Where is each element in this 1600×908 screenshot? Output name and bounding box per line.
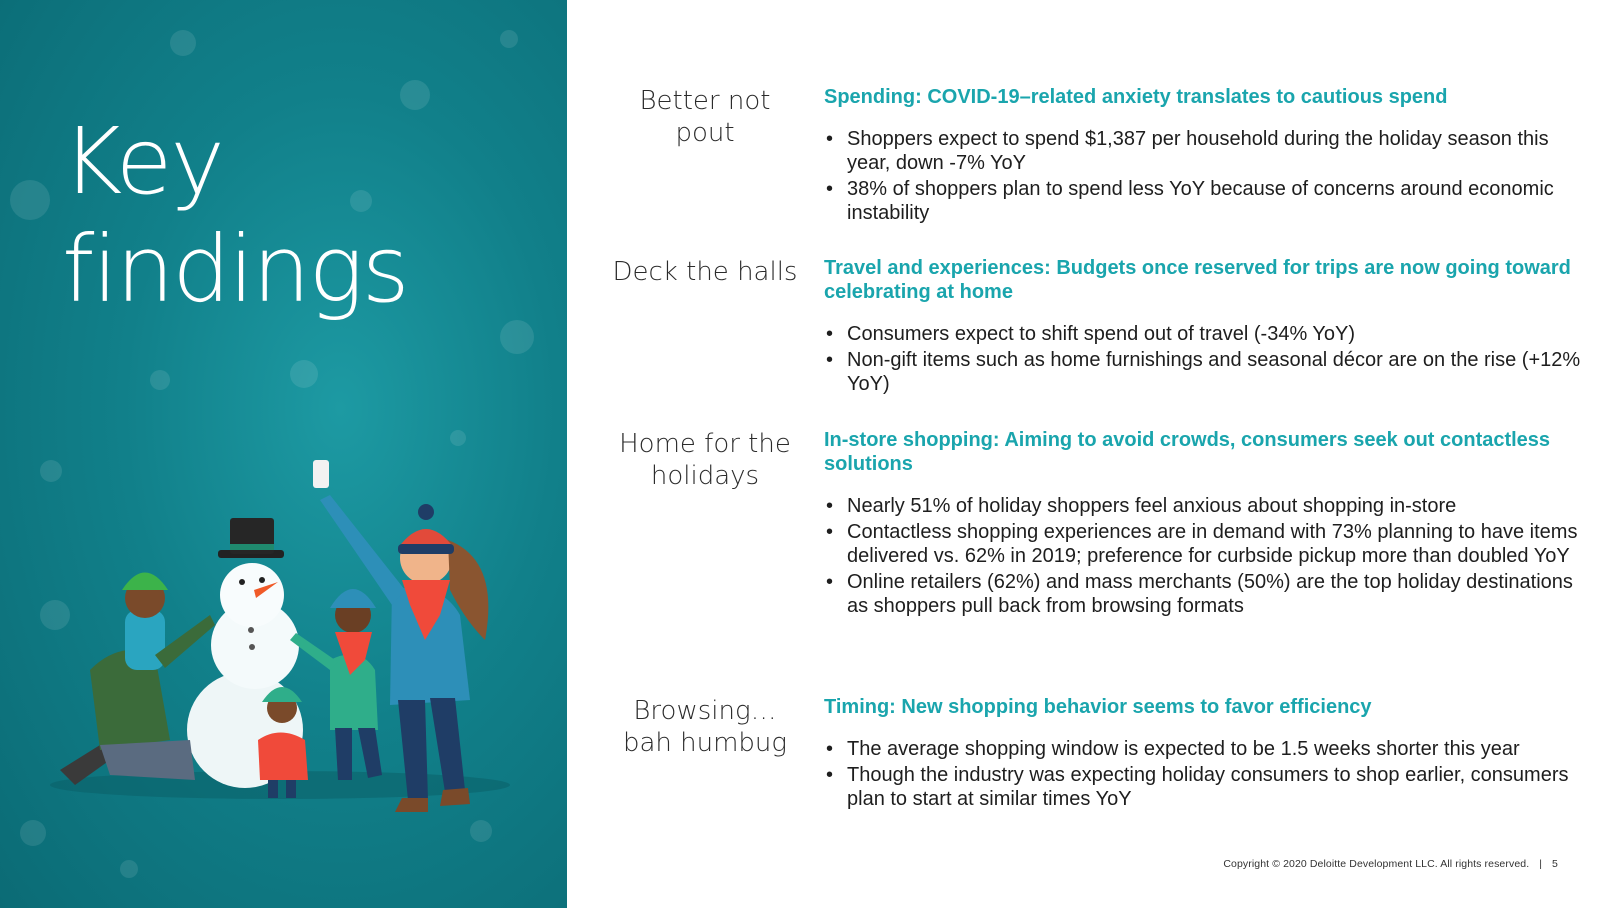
section-body bbox=[824, 695, 1584, 813]
copyright-text: Copyright © 2020 Deloitte Development LLC. All rights reserved. bbox=[1223, 858, 1530, 870]
hero-panel bbox=[0, 0, 567, 908]
section-heading: Timing: New shopping behavior seems to favor efficiency bbox=[824, 696, 1372, 718]
bullet-item: • Consumers expect to shift spend out of travel (-34% YoY) bbox=[824, 322, 1584, 346]
section-body bbox=[824, 256, 1584, 398]
bullet-item: • Contactless shopping experiences are in demand with 73% planning to have items delivered vs. 62% in 2019; preference for curbside pickup more than doubled YoY bbox=[824, 520, 1584, 568]
bullet-item: • Non-gift items such as home furnishings and seasonal décor are on the rise (+12% YoY) bbox=[824, 348, 1584, 396]
section-heading: Spending: COVID-19–related anxiety translates to cautious spend bbox=[824, 86, 1448, 108]
bullet-list bbox=[824, 737, 1584, 811]
section-label: Browsing… bah humbug bbox=[622, 696, 788, 758]
section-label: Home for the holidays bbox=[619, 429, 791, 491]
section-body bbox=[824, 85, 1584, 227]
bullet-list bbox=[824, 494, 1584, 618]
bullet-list bbox=[824, 127, 1584, 225]
bullet-item: • The average shopping window is expected to be 1.5 weeks shorter this year bbox=[824, 737, 1584, 761]
bullet-item: • Shoppers expect to spend $1,387 per household during the holiday season this year, down -7% YoY bbox=[824, 127, 1584, 175]
bullet-list bbox=[824, 322, 1584, 396]
panel-title-line-2: findings bbox=[62, 216, 408, 323]
section-body bbox=[824, 428, 1584, 620]
footer-separator: | bbox=[1539, 858, 1543, 870]
section-label: Better not pout bbox=[639, 86, 771, 148]
bullet-item: • 38% of shoppers plan to spend less YoY because of concerns around economic instability bbox=[824, 177, 1584, 225]
footer bbox=[1223, 858, 1558, 870]
section-heading: Travel and experiences: Budgets once reserved for trips are now going toward celebrating at home bbox=[824, 257, 1571, 303]
bullet-item: • Online retailers (62%) and mass merchants (50%) are the top holiday destinations as shoppers pull back from browsing formats bbox=[824, 570, 1584, 618]
family-snowman-illustration bbox=[30, 440, 530, 850]
panel-title bbox=[62, 108, 408, 324]
section-heading: In-store shopping: Aiming to avoid crowds, consumers seek out contactless solutions bbox=[824, 429, 1551, 475]
panel-title-line-1: Key bbox=[62, 108, 223, 215]
page-number: 5 bbox=[1552, 858, 1558, 870]
bullet-item: • Nearly 51% of holiday shoppers feel anxious about shopping in-store bbox=[824, 494, 1584, 518]
bullet-item: • Though the industry was expecting holiday consumers to shop earlier, consumers plan to start at similar times YoY bbox=[824, 763, 1584, 811]
section-label: Deck the halls bbox=[612, 257, 798, 287]
